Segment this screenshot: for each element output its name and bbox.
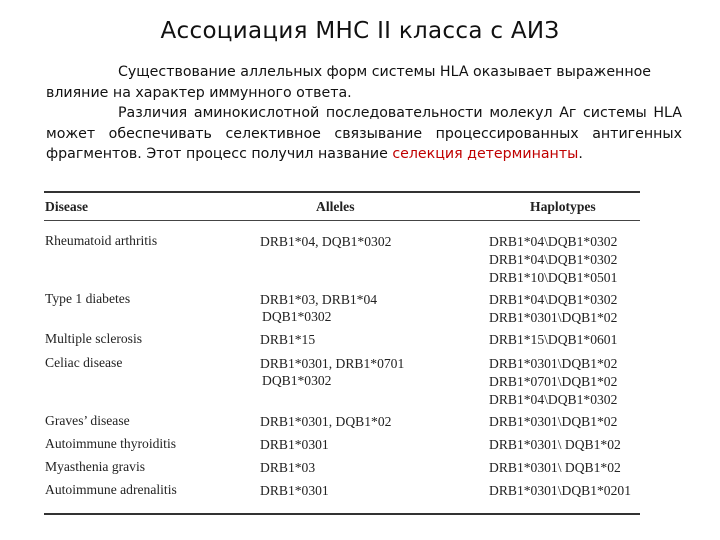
paragraph-1: Существование аллельных форм системы HLA оказывает выраженное влияние на характер иммунного ответа. [46,64,652,101]
haplotypes-cell [489,233,617,287]
paragraph-2 [46,103,682,165]
alleles-cell [260,436,329,453]
haplotypes-cell [489,436,621,454]
body-text [46,62,682,165]
haplotypes-cell [489,413,617,431]
alleles-cell [260,355,404,389]
allele-line: DRB1*15 [260,332,316,347]
highlighted-term: селекция детерминанты [392,146,579,162]
allele-line: DRB1*03, DRB1*04 [260,292,378,307]
disease-cell: Myasthenia gravis [45,459,146,474]
allele-line: DQB1*0302 [262,309,332,324]
haplotype-line: DRB1*15\DQB1*0601 [489,332,618,347]
header-alleles: Alleles [316,199,355,214]
haplotype-line: DRB1*0301\DQB1*02 [489,310,618,325]
disease-cell: Graves’ disease [45,413,130,428]
table-bottom-rule [44,513,640,515]
haplotype-line: DRB1*04\DQB1*0302 [489,292,618,307]
allele-line: DRB1*0301 [260,437,329,452]
haplotype-line: DRB1*04\DQB1*0302 [489,234,618,249]
allele-line: DRB1*03 [260,460,316,475]
haplotypes-cell [489,482,631,500]
alleles-cell [260,413,391,430]
haplotype-line: DRB1*04\DQB1*0302 [489,392,618,407]
disease-cell: Multiple sclerosis [45,331,143,346]
allele-line: DRB1*0301, DQB1*02 [260,414,392,429]
alleles-cell [260,459,315,476]
header-disease: Disease [45,199,89,214]
disease-cell: Rheumatoid arthritis [45,233,158,248]
disease-cell: Autoimmune thyroiditis [45,436,177,451]
haplotype-line: DRB1*0301\DQB1*02 [489,414,618,429]
disease-cell: Autoimmune adrenalitis [45,482,177,497]
haplotype-line: DRB1*0301\DQB1*0201 [489,483,631,498]
haplotype-line: DRB1*04\DQB1*0302 [489,252,618,267]
haplotype-line: DRB1*0301\DQB1*02 [489,356,618,371]
paragraph-2-main: Различия аминокислотной последовательности молекул Аг системы HLA может обеспечивать селективное связывание процессированных антигенных фрагментов. Этот процесс получил название [46,105,682,162]
haplotype-line: DRB1*0301\ DQB1*02 [489,437,621,452]
alleles-cell [260,233,391,250]
table-top-rule [44,191,640,193]
disease-cell: Type 1 diabetes [45,291,131,306]
allele-line: DRB1*0301, DRB1*0701 [260,356,405,371]
allele-line: DRB1*0301 [260,483,329,498]
allele-line: DQB1*0302 [262,373,332,388]
haplotypes-cell [489,331,617,349]
disease-cell: Celiac disease [45,355,123,370]
haplotype-line: DRB1*0301\ DQB1*02 [489,460,621,475]
alleles-cell [260,291,377,325]
haplotypes-cell [489,291,617,327]
table-header-rule [44,220,640,221]
allele-line: DRB1*04, DQB1*0302 [260,234,392,249]
header-haplotypes: Haplotypes [530,199,596,214]
paragraph-2-end: . [578,146,583,162]
haplotype-line: DRB1*0701\DQB1*02 [489,374,618,389]
haplotypes-cell [489,459,621,477]
haplotypes-cell [489,355,617,409]
alleles-cell [260,331,315,348]
page-title: Ассоциация МНС II класса с АИЗ [160,18,560,44]
haplotype-line: DRB1*10\DQB1*0501 [489,270,618,285]
alleles-cell [260,482,329,499]
